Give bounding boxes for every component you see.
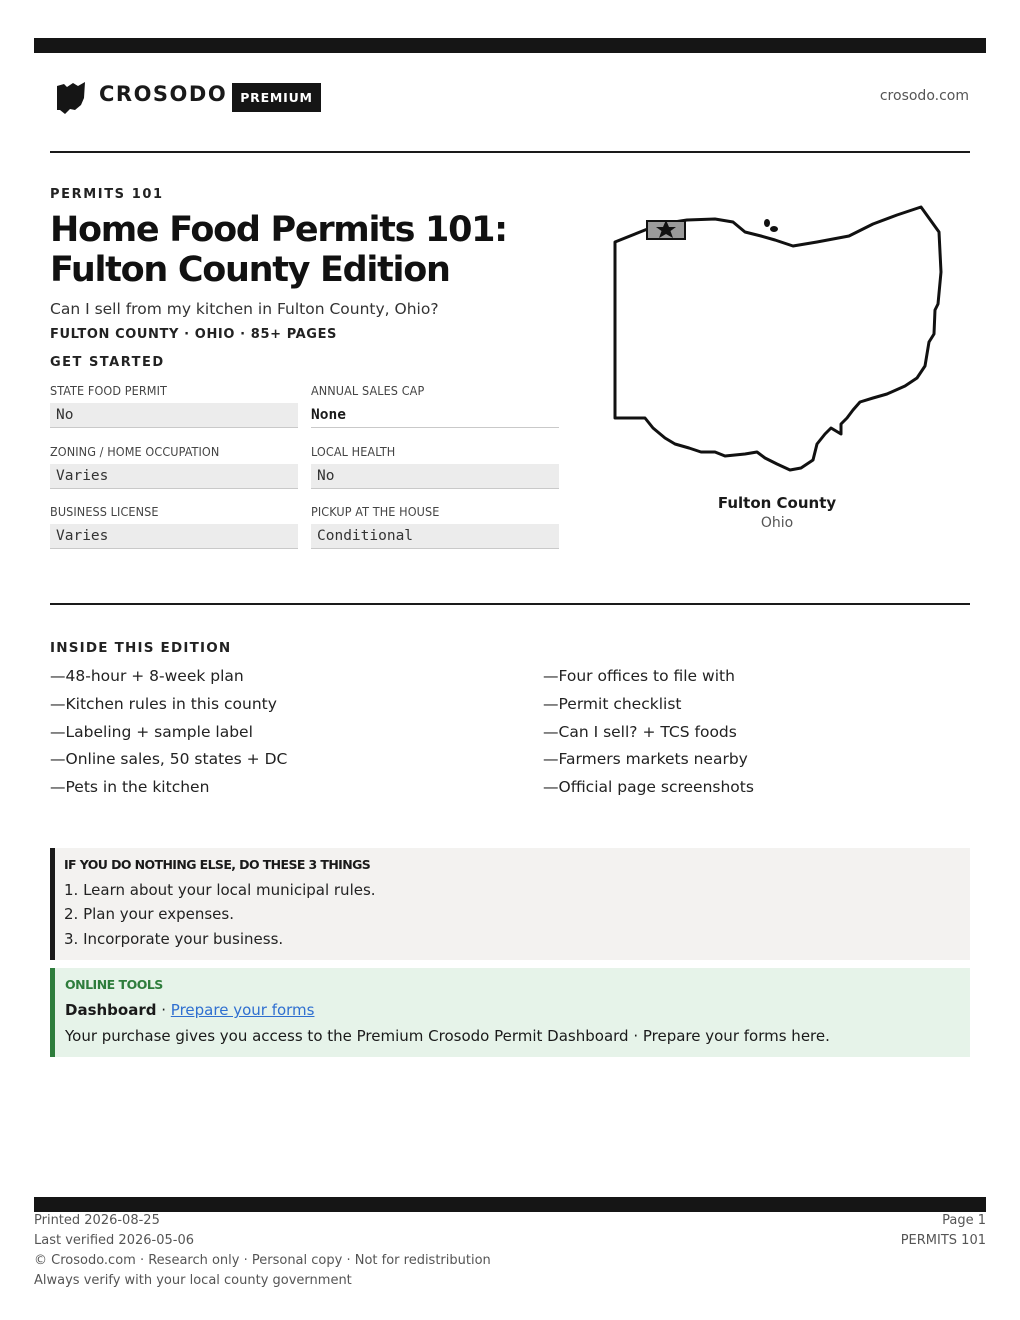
page-subtitle: Can I sell from my kitchen in Fulton County, Ohio? <box>50 300 439 318</box>
list-item: —Farmers markets nearby <box>543 750 748 768</box>
field-value: Conditional <box>311 524 559 549</box>
field-value: No <box>50 403 298 428</box>
lake-island <box>770 226 778 232</box>
list-item: —Online sales, 50 states + DC <box>50 750 288 768</box>
lake-island <box>764 219 770 227</box>
tools-separator: · <box>156 1001 171 1019</box>
field-annual-sales-cap <box>311 383 559 428</box>
callout-item: 2. Plan your expenses. <box>64 905 234 923</box>
callout-item: 3. Incorporate your business. <box>64 930 284 948</box>
field-label: BUSINESS LICENSE <box>50 504 159 519</box>
page-title: Home Food Permits 101: Fulton County Edition <box>50 210 507 290</box>
field-label: ZONING / HOME OCCUPATION <box>50 444 220 459</box>
field-zoning <box>50 444 298 489</box>
field-label: ANNUAL SALES CAP <box>311 383 425 398</box>
priority-callout <box>50 848 970 960</box>
field-label: PICKUP AT THE HOUSE <box>311 504 440 519</box>
printed-date: Printed 2026-08-25 <box>34 1213 160 1228</box>
list-item: —Permit checklist <box>543 695 682 713</box>
list-item: —Pets in the kitchen <box>50 778 210 796</box>
premium-badge: PREMIUM <box>232 83 321 112</box>
tools-heading: ONLINE TOOLS <box>65 977 163 992</box>
field-business-license <box>50 504 298 549</box>
site-domain[interactable]: crosodo.com <box>879 88 969 104</box>
top-bar <box>34 38 986 53</box>
list-item: —Labeling + sample label <box>50 723 253 741</box>
field-label: LOCAL HEALTH <box>311 444 396 459</box>
online-tools-box <box>50 968 970 1057</box>
field-value: No <box>311 464 559 489</box>
field-label: STATE FOOD PERMIT <box>50 383 167 398</box>
field-value: Varies <box>50 464 298 489</box>
page-meta: FULTON COUNTY · OHIO · 85+ PAGES <box>50 327 338 342</box>
footer-section: PERMITS 101 <box>900 1233 986 1248</box>
tools-description: Your purchase gives you access to the Premium Crosodo Permit Dashboard · Prepare your forms here. <box>65 1027 830 1045</box>
map-county-label: Fulton County <box>717 494 837 512</box>
copyright-notice: © Crosodo.com · Research only · Personal copy · Not for redistribution <box>34 1253 491 1268</box>
field-value: Varies <box>50 524 298 549</box>
dashboard-label[interactable]: Dashboard <box>65 1001 157 1019</box>
prepare-forms-link[interactable]: Prepare your forms <box>170 1001 315 1019</box>
list-item: —48-hour + 8-week plan <box>50 667 244 685</box>
verified-date: Last verified 2026-05-06 <box>34 1233 194 1248</box>
field-value: None <box>311 403 559 428</box>
verify-disclaimer: Always verify with your local county government <box>34 1273 352 1288</box>
brand-name[interactable]: CROSODO <box>99 82 228 106</box>
field-pickup <box>311 504 559 549</box>
field-local-health <box>311 444 559 489</box>
map-state-label: Ohio <box>760 515 794 531</box>
section-eyebrow: PERMITS 101 <box>50 187 164 202</box>
ohio-outline <box>615 207 941 470</box>
callout-item: 1. Learn about your local municipal rules. <box>64 881 376 899</box>
ohio-logo-icon <box>56 80 86 114</box>
get-started-heading: GET STARTED <box>50 355 165 370</box>
tools-links-line <box>65 1001 314 1019</box>
inside-edition-heading: INSIDE THIS EDITION <box>50 640 232 656</box>
section-divider <box>50 603 970 605</box>
ohio-map <box>605 198 950 480</box>
footer-bar <box>34 1197 986 1212</box>
list-item: —Kitchen rules in this county <box>50 695 277 713</box>
callout-heading: IF YOU DO NOTHING ELSE, DO THESE 3 THINGS <box>64 857 371 872</box>
list-item: —Four offices to file with <box>543 667 735 685</box>
field-state-food-permit <box>50 383 298 428</box>
list-item: —Official page screenshots <box>543 778 754 796</box>
header-divider <box>50 151 970 153</box>
list-item: —Can I sell? + TCS foods <box>543 723 737 741</box>
page-number: Page 1 <box>942 1213 986 1228</box>
